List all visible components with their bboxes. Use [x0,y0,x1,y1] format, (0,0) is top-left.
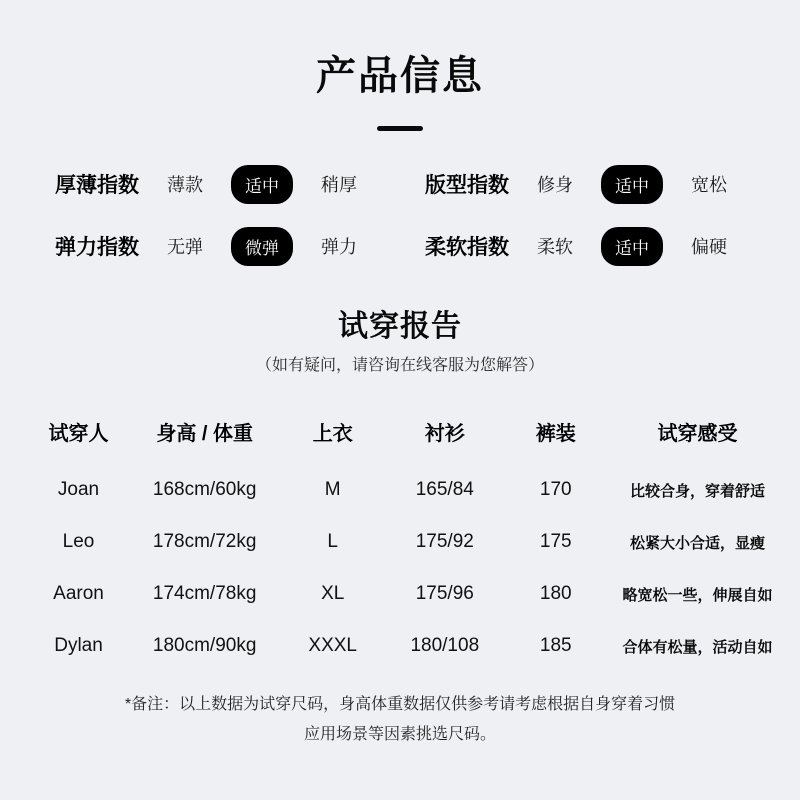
option-medium-soft-selected-badge: 适中 [601,227,663,266]
table-row [20,568,780,620]
cell-pants-size: 170 [539,479,572,500]
cell-height-weight: 174cm/78kg [152,583,257,604]
footnote-line-1: *备注：以上数据为试穿尺码，身高体重数据仅供参考请考虑根据自身穿着习惯 [124,696,676,713]
index-group-softness [400,215,800,277]
cell-feel: 略宽松一些，伸展自如 [622,586,773,604]
option-thin: 薄款 [167,175,203,195]
option-slim: 修身 [537,175,573,195]
cell-tester: Joan [57,479,100,500]
column-header-tester: 试穿人 [48,422,109,445]
fit-report-table [0,416,800,672]
index-section [0,153,800,277]
index-row-1 [0,153,800,215]
option-loose: 宽松 [691,175,727,195]
cell-height-weight: 178cm/72kg [152,531,257,552]
cell-shirt-size: 175/96 [415,583,474,604]
index-group-thickness [0,153,400,215]
title-divider [377,126,423,131]
cell-tester: Aaron [53,583,104,604]
cell-feel: 合体有松量，活动自如 [622,638,773,656]
option-soft: 柔软 [537,237,573,257]
index-group-fit [400,153,800,215]
cell-shirt-size: 175/92 [415,531,474,552]
column-header-top: 上衣 [312,422,353,445]
index-label-elasticity: 弹力指数 [55,236,139,259]
column-header-feel: 试穿感受 [657,422,738,445]
cell-pants-size: 175 [539,531,572,552]
cell-shirt-size: 165/84 [415,479,474,500]
report-title: 试穿报告 [338,310,462,343]
report-subtitle: （如有疑问，请咨询在线客服为您解答） [255,357,544,374]
index-label-fit: 版型指数 [425,174,509,197]
option-slight-stretch-selected-badge: 微弹 [231,227,293,266]
cell-feel: 比较合身，穿着舒适 [629,482,765,500]
table-row [20,620,780,672]
index-label-softness: 柔软指数 [425,236,509,259]
table-row [20,516,780,568]
column-header-pants: 裤装 [535,422,576,445]
cell-height-weight: 168cm/60kg [152,479,257,500]
option-stretch: 弹力 [321,237,357,257]
cell-feel: 松紧大小合适，显瘦 [629,534,765,552]
index-row-2 [0,215,800,277]
cell-top-size: XL [321,583,345,604]
column-header-shirt: 衬衫 [424,422,465,445]
cell-top-size: XXXL [308,635,357,656]
table-row [20,464,780,516]
cell-shirt-size: 180/108 [410,635,480,656]
cell-pants-size: 180 [539,583,572,604]
footnote-line-2: 应用场景等因素挑选尺码。 [303,726,496,743]
index-group-elasticity [0,215,400,277]
option-no-stretch: 无弹 [167,237,203,257]
cell-height-weight: 180cm/90kg [152,635,257,656]
cell-pants-size: 185 [539,635,572,656]
column-header-height-weight: 身高 / 体重 [156,422,253,445]
index-label-thickness: 厚薄指数 [55,174,139,197]
page-title: 产品信息 [316,54,484,98]
table-header-row [20,416,780,446]
cell-top-size: M [324,479,341,500]
footnote [0,690,800,750]
option-regular-selected-badge: 适中 [601,165,663,204]
cell-tester: Dylan [54,635,103,656]
cell-tester: Leo [62,531,95,552]
cell-top-size: L [327,531,338,552]
option-firm: 偏硬 [691,237,727,257]
option-medium-selected-badge: 适中 [231,165,293,204]
option-slightly-thick: 稍厚 [321,175,357,195]
